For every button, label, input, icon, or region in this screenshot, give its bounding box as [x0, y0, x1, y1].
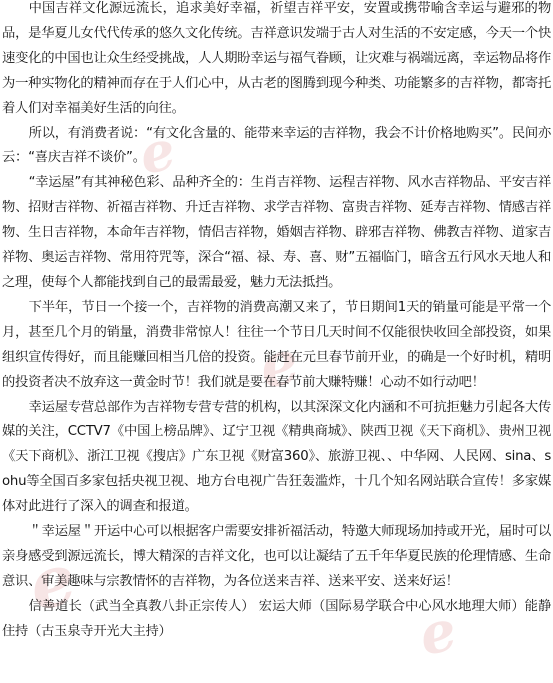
watermark: e: [253, 326, 306, 404]
paragraph-masters: 信善道长（武当全真教八卦正宗传人） 宏运大师（国际易学联合中心风水地理大师）能静住持（古玉泉寺开光大主持）: [2, 598, 551, 639]
watermark: e: [133, 117, 181, 187]
article-body: [2, 0, 551, 645]
paragraph-sales-season: 下半年，节日一个接一个，吉祥物的消费高潮又来了，节日期间1天的销量可能是平常一个月，甚至几个月的销量，消费非常惊人！往往一个节日几天时间不仅能很快收回全部投资，如果组织宣传得好，而且能赚回相当几倍的投资。能赶在元旦春节前开业，的确是一个好时机，精明的投资者决不放弃这一黄金时节！我们就是要在春节前大赚特赚！心动不如行动吧！: [2, 299, 551, 390]
watermark: e: [413, 597, 463, 669]
paragraph-intro: 中国吉祥文化源远流长，追求美好幸福，祈望吉祥平安，安置或携带喻含幸运与避邪的物品，是华夏儿女代代传承的悠久文化传统。吉祥意识发端于古人对生活的不安定感，今天一个快速变化的中国也让众生经受挑战，人人期盼幸运与福气眷顾，让灾难与祸端远离，幸运物品将作为一种实物化的精神而存在于人们心中，从古老的图腾到现今种类、功能繁多的吉祥物，都寄托着人们对幸福美好生活的向往。: [2, 1, 551, 116]
watermark: e: [21, 536, 83, 627]
paragraph-product-range: “幸运屋”有其神秘色彩、品种齐全的：生肖吉祥物、运程吉祥物、风水吉祥物品、平安吉祥物、招财吉祥物、祈福吉祥物、升迁吉祥物、求学吉祥物、富贵吉祥物、延寿吉祥物、情感吉祥物、生日吉祥物，本命年吉祥物，情侣吉祥物，婚姻吉祥物、辟邪吉祥物、佛教吉祥物、道家吉祥物、奥运吉祥物、常用符咒等，深合“福、禄、寿、喜、财”五福临门，暗含五行风水天地人和之理，使每个人都能找到自己的最需最爱，魅力无法抵挡。: [2, 175, 551, 290]
paragraph-media-coverage: 幸运屋专营总部作为吉祥物专营专营的机构，以其深深文化内涵和不可抗拒魅力引起各大传媒的关注，CCTV7《中国上榜品牌》、辽宁卫视《精典商城》、陕西卫视《天下商机》、贵州卫视《天下商机》、浙江卫视《搜店》广东卫视《财富360》、旅游卫视、、中华网、人民网、sina、sohu等全国百多家包括央视卫视、地方台电视广告狂轰滥炸，十几个知名网站联合宣传！多家媒体对此进行了深入的调查和报道。: [2, 399, 551, 515]
paragraph-blessing-events: ＂幸运屋＂开运中心可以根据客户需要安排祈福活动，特邀大师现场加持或开光，届时可以亲身感受到源远流长，博大精深的吉祥文化，也可以让凝结了五千年华夏民族的伦理情感、生命意识、审美趣味与宗教情怀的吉祥物，为各位送来吉祥、送来平安、送来好运！: [2, 524, 551, 589]
paragraph-consumer-quote: 所以，有消费者说：“有文化含量的、能带来幸运的吉祥物，我会不计价格地购买”。民间亦云：“喜庆吉祥不谈价”。: [2, 125, 551, 166]
